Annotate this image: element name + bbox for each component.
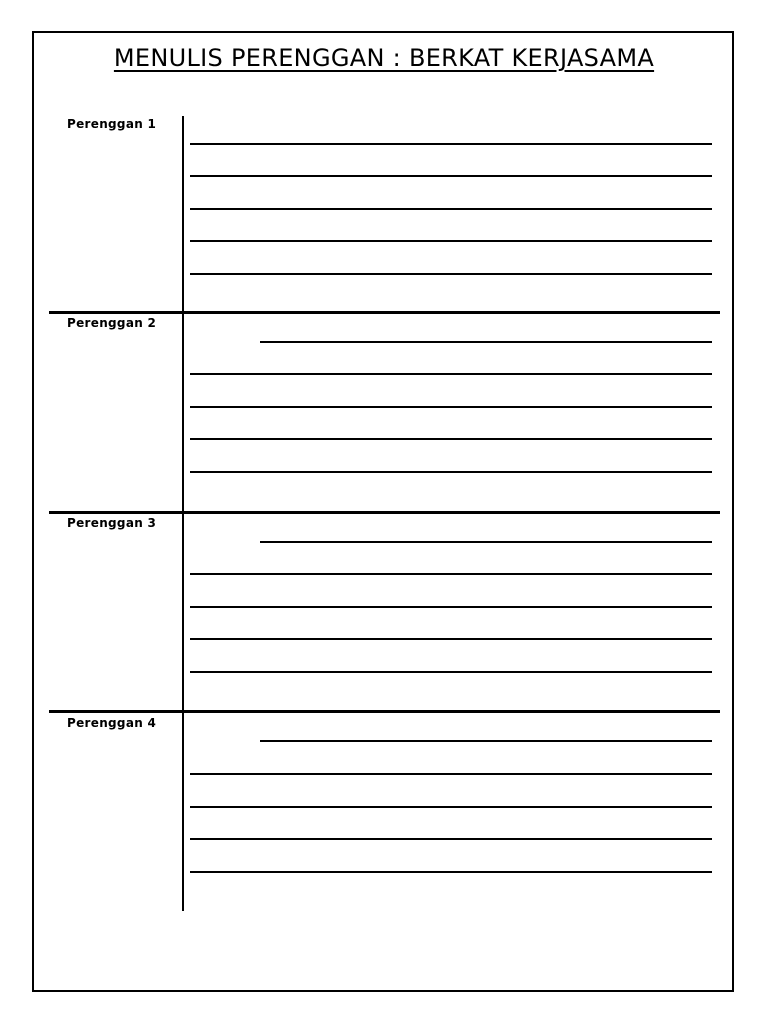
paragraph-label-2: Perenggan 2: [67, 316, 157, 330]
writing-line[interactable]: [190, 406, 712, 408]
worksheet-title: MENULIS PERENGGAN : BERKAT KERJASAMA: [113, 44, 655, 72]
writing-line[interactable]: [190, 773, 712, 775]
writing-line[interactable]: [190, 573, 712, 575]
writing-line[interactable]: [190, 240, 712, 242]
writing-line[interactable]: [190, 838, 712, 840]
writing-line[interactable]: [190, 871, 712, 873]
section-divider: [49, 311, 720, 314]
writing-line-indented[interactable]: [260, 341, 712, 343]
paragraph-label-1: Perenggan 1: [67, 117, 157, 131]
writing-line[interactable]: [190, 671, 712, 673]
writing-line[interactable]: [190, 143, 712, 145]
writing-line-indented[interactable]: [260, 541, 712, 543]
writing-line[interactable]: [190, 638, 712, 640]
paragraph-label-3: Perenggan 3: [67, 516, 157, 530]
section-divider: [49, 511, 720, 514]
writing-line[interactable]: [190, 606, 712, 608]
writing-line[interactable]: [190, 438, 712, 440]
writing-line-indented[interactable]: [260, 740, 712, 742]
writing-line[interactable]: [190, 175, 712, 177]
section-divider: [49, 710, 720, 713]
writing-line[interactable]: [190, 208, 712, 210]
writing-line[interactable]: [190, 806, 712, 808]
writing-line[interactable]: [190, 373, 712, 375]
writing-line[interactable]: [190, 273, 712, 275]
vertical-divider: [182, 116, 184, 911]
writing-line[interactable]: [190, 471, 712, 473]
paragraph-label-4: Perenggan 4: [67, 716, 157, 730]
